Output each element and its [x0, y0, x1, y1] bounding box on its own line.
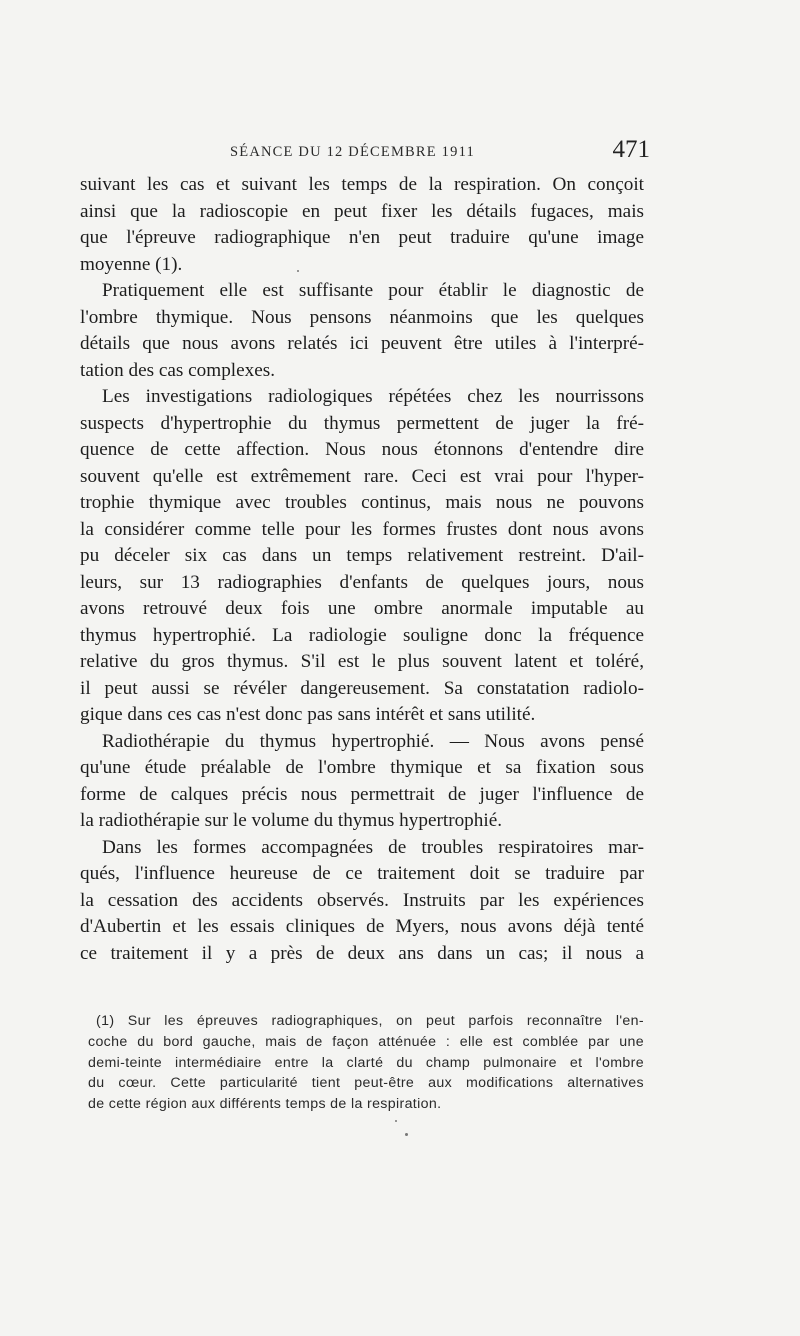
footnote-line: de cette région aux différents temps de la respiration.	[88, 1096, 442, 1113]
running-head: SÉANCE DU 12 DÉCEMBRE 1911	[230, 144, 475, 160]
text-line: avons retrouvé deux fois une ombre anormale imputable au	[80, 598, 644, 619]
page-header	[80, 134, 650, 168]
paper-speck	[297, 270, 299, 272]
text-line: pu déceler six cas dans un temps relativement restreint. D'ail-	[80, 545, 644, 566]
text-line: l'ombre thymique. Nous pensons néanmoins que les quelques	[80, 306, 644, 328]
text-line: Dans les formes accompagnées de troubles respiratoires mar-	[102, 836, 644, 858]
text-line: quence de cette affection. Nous nous étonnons d'entendre dire	[80, 439, 644, 460]
text-line: relative du gros thymus. S'il est le plus souvent latent et toléré,	[80, 651, 644, 672]
footnote-line: (1) Sur les épreuves radiographiques, on peut parfois reconnaître l'en-	[96, 1013, 644, 1029]
body-text	[80, 172, 644, 967]
paper-speck	[395, 1120, 397, 1122]
footnote-line: demi-teinte intermédiaire entre la clarté du champ pulmonaire et l'ombre	[88, 1054, 644, 1071]
text-line: thymus hypertrophié. La radiologie souligne donc la fréquence	[80, 624, 644, 646]
paper-speck	[405, 1133, 408, 1136]
text-line: forme de calques précis nous permettrait de juger l'influence de	[80, 783, 644, 805]
text-line: Les investigations radiologiques répétées chez les nourrissons	[102, 386, 644, 407]
text-line: ce traitement il y a près de deux ans dans un cas; il nous a	[80, 942, 644, 964]
text-line: qués, l'influence heureuse de ce traitement doit se traduire par	[80, 863, 644, 884]
text-line: d'Aubertin et les essais cliniques de Myers, nous avons déjà tenté	[80, 916, 644, 937]
footnote-line: du cœur. Cette particularité tient peut-être aux modifications alternatives	[88, 1075, 644, 1092]
text-line: leurs, sur 13 radiographies d'enfants de quelques jours, nous	[80, 571, 644, 593]
text-line: suspects d'hypertrophie du thymus permettent de juger la fré-	[80, 412, 644, 434]
text-line: que l'épreuve radiographique n'en peut traduire qu'une image	[80, 227, 644, 248]
text-line: ainsi que la radioscopie en peut fixer les détails fugaces, mais	[80, 200, 644, 222]
text-line: trophie thymique avec troubles continus, mais nous ne pouvons	[80, 492, 644, 513]
footnotes	[88, 1011, 644, 1115]
footnote-line: coche du bord gauche, mais de façon atténuée : elle est comblée par une	[88, 1033, 644, 1050]
text-line: moyenne (1).	[80, 253, 183, 275]
text-line: la radiothérapie sur le volume du thymus hypertrophié.	[80, 810, 503, 831]
text-line: tation des cas complexes.	[80, 359, 276, 381]
text-line: qu'une étude préalable de l'ombre thymique et sa fixation sous	[80, 757, 644, 778]
text-line: suivant les cas et suivant les temps de la respiration. On conçoit	[80, 174, 644, 195]
text-line: Pratiquement elle est suffisante pour établir le diagnostic de	[102, 280, 644, 301]
text-line: souvent qu'elle est extrêmement rare. Ceci est vrai pour l'hyper-	[80, 465, 644, 487]
page-number: 471	[612, 136, 650, 163]
text-line: la considérer comme telle pour les formes frustes dont nous avons	[80, 518, 644, 540]
text-line: la cessation des accidents observés. Instruits par les expériences	[80, 889, 644, 911]
text-line: il peut aussi se révéler dangereusement. Sa constatation radiolo-	[80, 677, 644, 699]
text-line: Radiothérapie du thymus hypertrophié. — Nous avons pensé	[102, 730, 644, 752]
text-line: gique dans ces cas n'est donc pas sans intérêt et sans utilité.	[80, 704, 536, 725]
text-line: détails que nous avons relatés ici peuvent être utiles à l'interpré-	[80, 333, 644, 354]
